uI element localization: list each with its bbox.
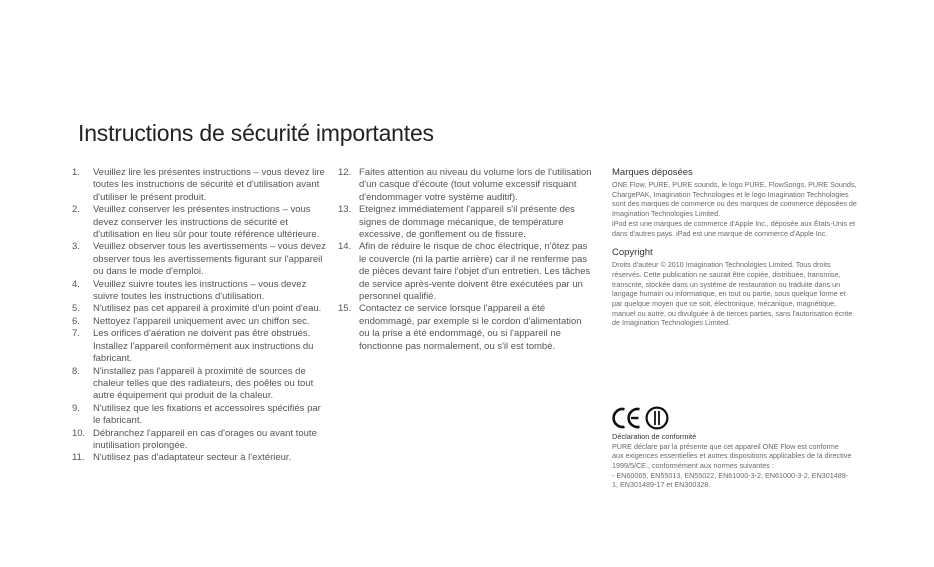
list-item xyxy=(72,403,328,428)
copyright-text: Droits d'auteur © 2010 Imagination Technologies Limited. Tous droits réservés. Cette publication ne saurait être copiée, distribuée, transmise, transcrite, stockée dans un système de restauration ou traduite dans un langage humain ou informatique, en tout ou partie, sous quelque forme et par quelque moyen que ce soit, électronique, mécanique, magnétique, manuel ou autre, ou divulguée à de tierces parties, sans l'autorisation écrite de Imagination Technologies Limited. xyxy=(612,260,853,328)
conformity-line: PURE déclare par la présente que cet appareil ONE Flow est conforme aux exigences essentielles et autres dispositions applicables de la directive 1999/5/CE., conformément aux normes suivantes : xyxy=(612,441,852,470)
list-item xyxy=(72,316,328,328)
legal-column xyxy=(612,167,858,337)
item-text: Nettoyez l'appareil uniquement avec un chiffon sec. xyxy=(93,315,310,327)
instructions-list-1 xyxy=(72,167,328,465)
item-number: 9. xyxy=(72,402,80,414)
list-item xyxy=(72,279,328,304)
conformity-section xyxy=(612,406,852,490)
list-item xyxy=(338,241,594,303)
page-title: Instructions de sécurité importantes xyxy=(78,120,434,146)
list-item xyxy=(72,167,328,204)
conformity-line: - EN60065, EN55013, EN55022, EN61000-3-2, EN61000-3-2, EN301489-1, EN301489-17 et EN300328. xyxy=(612,470,849,490)
item-text: N'installez pas l'appareil à proximité de sources de chaleur telles que des radiateurs, des poêles ou tout autre équipement qui produit de la chaleur. xyxy=(93,365,314,402)
item-number: 1. xyxy=(72,167,80,178)
item-text: Veuillez suivre toutes les instructions – vous devez suivre toutes les instructions d'utilisation. xyxy=(93,278,307,303)
copyright-section xyxy=(612,247,858,328)
trademarks-text xyxy=(612,180,858,238)
item-text: Eteignez immédiatement l'appareil s'il présente des signes de dommage mécanique, de température excessive, de gonflement ou de fissure. xyxy=(359,204,575,241)
copyright-heading: Copyright xyxy=(612,247,653,259)
item-number: 15. xyxy=(338,303,352,315)
ce-mark-icon xyxy=(612,407,642,429)
item-text: N'utilisez pas cet appareil à proximité d'un point d'eau. xyxy=(93,303,322,315)
item-text: N'utilisez pas d'adaptateur secteur à l'extérieur. xyxy=(93,452,292,464)
instructions-column-1 xyxy=(72,167,328,465)
list-item xyxy=(72,241,328,278)
item-text: N'utilisez que les fixations et accessoires spécifiés par le fabricant. xyxy=(93,402,321,427)
list-item xyxy=(72,428,328,453)
item-number: 13. xyxy=(338,204,352,216)
item-text: Débranchez l'appareil en cas d'orages ou avant toute inutilisation prolongée. xyxy=(93,427,317,451)
item-text: Veuillez lire les présentes instructions – vous devez lire toutes les instructions de sécurité et d'utilisation avant d'utiliser le présent produit. xyxy=(93,167,325,203)
list-item xyxy=(338,167,594,204)
item-text: Faites attention au niveau du volume lors de l'utilisation d'un casque d'écoute (tout volume excessif risquant d'endommager votre système auditif). xyxy=(359,167,592,203)
item-number: 12. xyxy=(338,167,352,178)
item-number: 11. xyxy=(72,452,85,464)
item-text: Afin de réduire le risque de choc électrique, n'ôtez pas le couvercle (ni la partie arrière) car il ne renferme pas de pièces devant faire l'objet d'un entretien. Les tâches de service après-vente doivent être exécutées par un personnel qualifié. xyxy=(359,241,591,303)
item-text: Veuillez conserver les présentes instructions – vous devez conserver les instructions de sécurité et d'utilisation en lieu sûr pour toute référence ultérieure. xyxy=(93,204,320,241)
list-item xyxy=(72,303,328,315)
conformity-heading: Déclaration de conformité xyxy=(612,432,697,441)
list-item xyxy=(338,303,594,353)
class-2-equipment-icon xyxy=(645,406,669,430)
item-number: 4. xyxy=(72,278,80,290)
trademarks-paragraph: iPod est une marques de commerce d'Apple Inc., déposée aux États-Unis et dans d'autres pays. iPad est une marque de commerce d'Apple Inc. xyxy=(612,218,856,238)
list-item xyxy=(72,204,328,241)
conformity-text xyxy=(612,442,852,491)
item-number: 10. xyxy=(72,427,86,439)
item-text: Les orifices d'aération ne doivent pas être obstrués. Installez l'appareil conformément aux instructions du fabricant. xyxy=(93,328,314,365)
item-number: 7. xyxy=(72,328,80,340)
list-item xyxy=(72,452,328,464)
trademarks-heading: Marques déposées xyxy=(612,167,693,178)
item-number: 5. xyxy=(72,303,80,315)
item-number: 14. xyxy=(338,241,352,253)
list-item xyxy=(72,328,328,365)
item-number: 8. xyxy=(72,365,80,377)
instructions-list-2 xyxy=(338,167,594,353)
instructions-column-2 xyxy=(338,167,594,353)
item-number: 2. xyxy=(72,204,80,216)
list-item xyxy=(72,366,328,403)
item-text: Veuillez observer tous les avertissements – vous devez observer tous les avertissements figurant sur l'appareil ou dans le mode d'emploi. xyxy=(93,241,326,278)
item-text: Contactez ce service lorsque l'appareil a été endommagé, par exemple si le cordon d'alimentation ou la prise a été endommagé, ou si l'appareil ne fonctionne pas normalement, ou s'il est tombé. xyxy=(359,303,582,352)
list-item xyxy=(338,204,594,241)
trademarks-paragraph: ONE Flow, PURE, PURE sounds, le logo PURE, FlowSongs, PURE Sounds, ChargePAK, Imagination Technologies et le logo Imagination Technologies sont des marques de commerce ou des marques de commerce déposées de Imagination Technologies Limited. xyxy=(612,180,857,219)
item-number: 3. xyxy=(72,241,80,253)
item-number: 6. xyxy=(72,315,80,327)
conformity-marks xyxy=(612,406,852,430)
trademarks-section xyxy=(612,167,858,238)
